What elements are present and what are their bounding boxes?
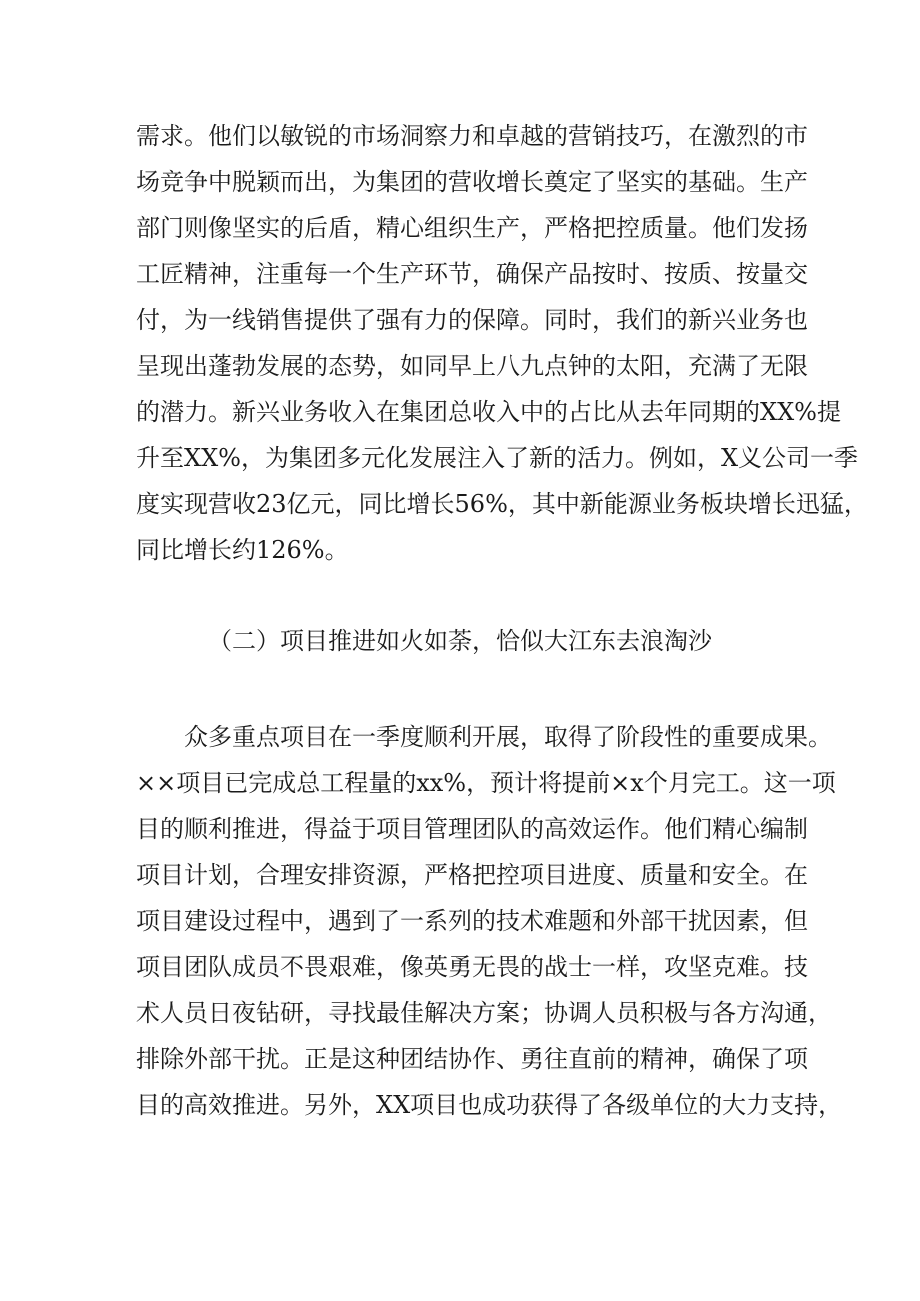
paragraph-line: 度实现营收23亿元，同比增长56%，其中新能源业务板块增长迅猛， bbox=[136, 490, 868, 518]
paragraph-line: 项目建设过程中，遇到了一系列的技术难题和外部干扰因素，但 bbox=[136, 907, 808, 935]
paragraph-line: 术人员日夜钻研，寻找最佳解决方案；协调人员积极与各方沟通， bbox=[136, 999, 832, 1027]
paragraph-line: 排除外部干扰。正是这种团结协作、勇往直前的精神，确保了项 bbox=[136, 1045, 808, 1073]
section-heading: （二）项目推进如火如荼，恰似大江东去浪淘沙 bbox=[208, 627, 712, 655]
paragraph-line: 项目团队成员不畏艰难，像英勇无畏的战士一样，攻坚克难。技 bbox=[136, 953, 808, 981]
paragraph-line: 的潜力。新兴业务收入在集团总收入中的占比从去年同期的XX%提 bbox=[136, 398, 841, 426]
paragraph-line: 付，为一线销售提供了强有力的保障。同时，我们的新兴业务也 bbox=[136, 306, 808, 334]
paragraph-line: 项目计划，合理安排资源，严格把控项目进度、质量和安全。在 bbox=[136, 861, 808, 889]
paragraph-line: 呈现出蓬勃发展的态势，如同早上八九点钟的太阳，充满了无限 bbox=[136, 352, 808, 380]
paragraph-line: 工匠精神，注重每一个生产环节，确保产品按时、按质、按量交 bbox=[136, 260, 808, 288]
paragraph-line: 目的顺利推进，得益于项目管理团队的高效运作。他们精心编制 bbox=[136, 815, 808, 843]
paragraph-line: 需求。他们以敏锐的市场洞察力和卓越的营销技巧，在激烈的市 bbox=[136, 122, 808, 150]
paragraph-line: ××项目已完成总工程量的xx%，预计将提前×x个月完工。这一项 bbox=[136, 769, 836, 797]
paragraph-line: 众多重点项目在一季度顺利开展，取得了阶段性的重要成果。 bbox=[184, 723, 832, 751]
paragraph-line: 目的高效推进。另外，XX项目也成功获得了各级单位的大力支持， bbox=[136, 1091, 843, 1119]
paragraph-line: 部门则像坚实的后盾，精心组织生产，严格把控质量。他们发扬 bbox=[136, 214, 808, 242]
paragraph-line: 升至XX%，为集团多元化发展注入了新的活力。例如，X义公司一季 bbox=[136, 444, 859, 472]
paragraph-line: 场竞争中脱颖而出，为集团的营收增长奠定了坚实的基础。生产 bbox=[136, 168, 808, 196]
paragraph-line: 同比增长约126%。 bbox=[136, 536, 349, 564]
